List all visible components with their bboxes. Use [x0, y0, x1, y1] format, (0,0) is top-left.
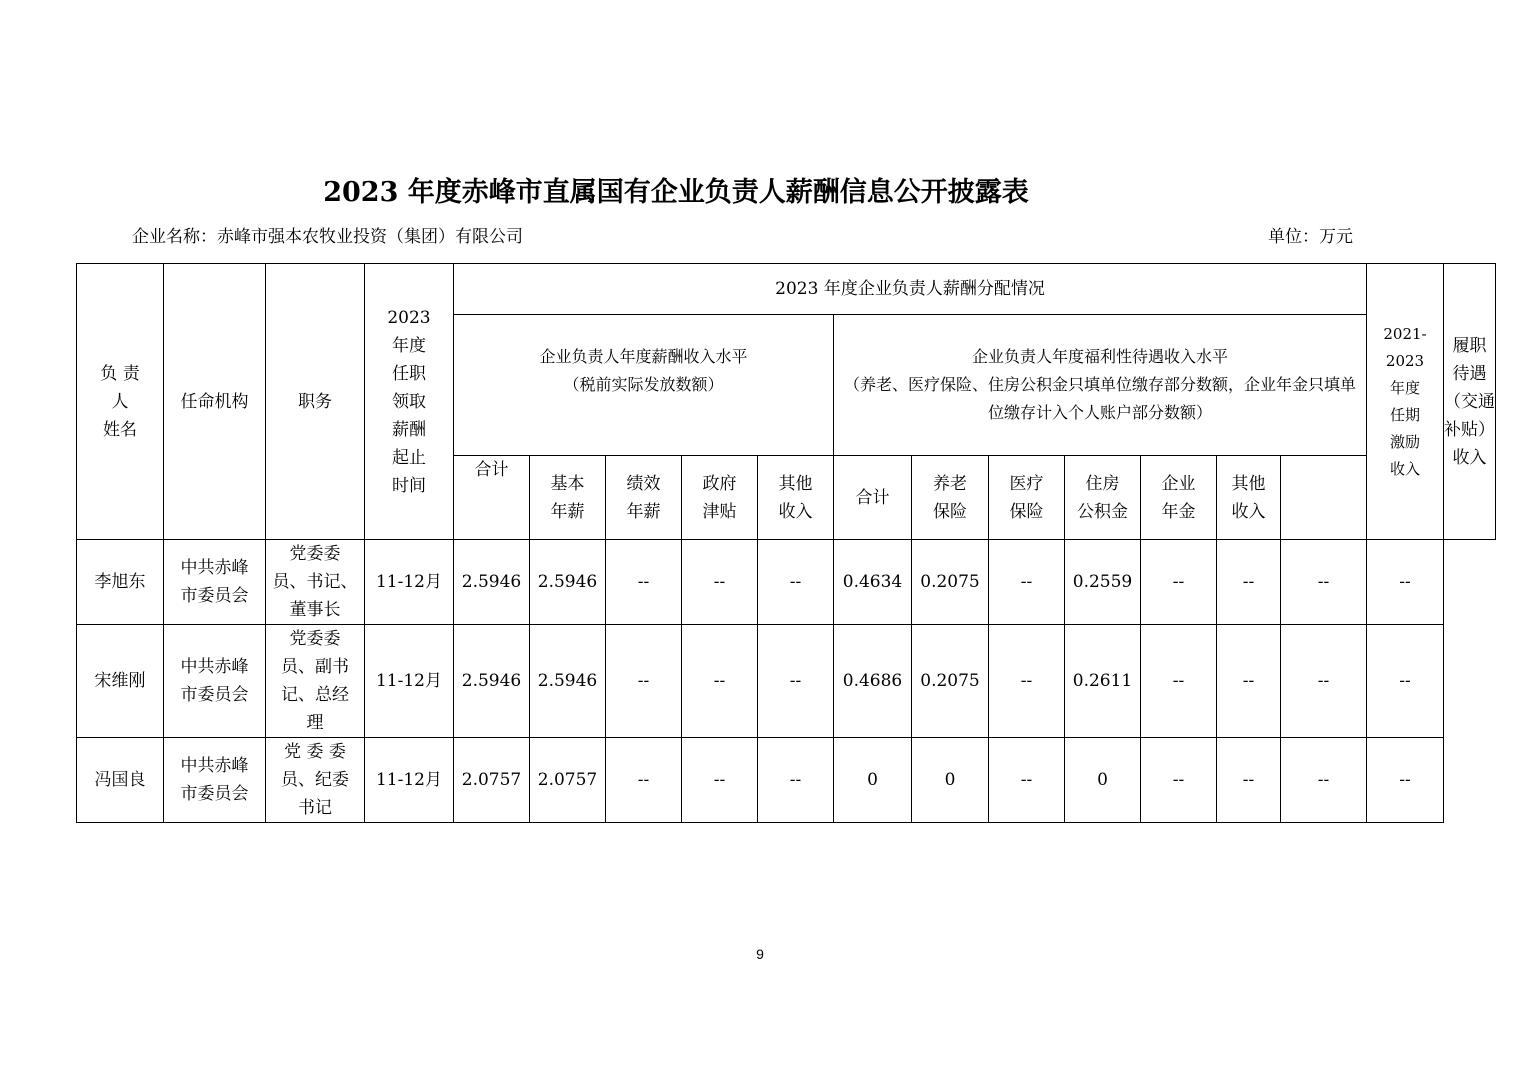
header-salary-distribution: 2023 年度企业负责人薪酬分配情况 — [454, 264, 1367, 315]
salary-disclosure-table — [76, 263, 1496, 823]
cell-medical: -- — [989, 738, 1065, 823]
cell-base-salary: 2.5946 — [530, 540, 606, 625]
cell-housing-fund: 0 — [1065, 738, 1141, 823]
header-org: 任命机构 — [164, 264, 266, 540]
cell-period: 11-12月 — [365, 625, 454, 738]
page-title: 2023 年度赤峰市直属国有企业负责人薪酬信息公开披露表 — [323, 177, 1029, 208]
cell-welfare-total: 0.4634 — [834, 540, 912, 625]
cell-performance-salary: -- — [606, 738, 682, 823]
cell-incentive: -- — [1281, 540, 1367, 625]
cell-name: 冯国良 — [77, 738, 164, 823]
cell-salary-total: 2.5946 — [454, 540, 530, 625]
cell-other-income: -- — [758, 738, 834, 823]
cell-housing-fund: 0.2611 — [1065, 625, 1141, 738]
header-other-welfare: 其他 收入 — [1217, 456, 1281, 540]
cell-performance-salary: -- — [606, 540, 682, 625]
cell-pension: 0 — [912, 738, 989, 823]
cell-incentive: -- — [1281, 738, 1367, 823]
table-row — [77, 738, 1496, 823]
header-period: 2023 年度 任职 领取 薪酬 起止 时间 — [365, 264, 454, 540]
cell-incentive: -- — [1281, 625, 1367, 738]
cell-gov-allowance: -- — [682, 540, 758, 625]
cell-base-salary: 2.0757 — [530, 738, 606, 823]
header-gov-allowance: 政府 津贴 — [682, 456, 758, 540]
cell-org: 中共赤峰 市委员会 — [164, 738, 266, 823]
header-name: 负 责 人 姓名 — [77, 264, 164, 540]
cell-org: 中共赤峰 市委员会 — [164, 540, 266, 625]
cell-annuity: -- — [1141, 738, 1217, 823]
cell-name: 宋维刚 — [77, 625, 164, 738]
cell-other-welfare: -- — [1217, 738, 1281, 823]
header-annuity: 企业 年金 — [1141, 456, 1217, 540]
cell-other-welfare: -- — [1217, 625, 1281, 738]
cell-gov-allowance: -- — [682, 738, 758, 823]
header-incentive: 2021-2023 年度 任期 激励 收入 — [1367, 264, 1444, 540]
cell-allowance: -- — [1367, 738, 1444, 823]
header-salary-total: 合计 — [454, 456, 530, 540]
header-position: 职务 — [266, 264, 365, 540]
header-annual-salary-group: 企业负责人年度薪酬收入水平 （税前实际发放数额） — [454, 315, 834, 456]
header-base-salary: 基本 年薪 — [530, 456, 606, 540]
header-welfare-total: 合计 — [834, 456, 912, 540]
header-welfare-group: 企业负责人年度福利性待遇收入水平 （养老、医疗保险、住房公积金只填单位缴存部分数额，企业年金只填单位缴存计入个人账户部分数额） — [834, 315, 1367, 456]
cell-allowance: -- — [1367, 540, 1444, 625]
cell-other-welfare: -- — [1217, 540, 1281, 625]
cell-org: 中共赤峰 市委员会 — [164, 625, 266, 738]
header-allowance: 履职 待遇 （交通 补贴） 收入 — [1444, 264, 1496, 540]
table-row — [77, 625, 1496, 738]
cell-name: 李旭东 — [77, 540, 164, 625]
header-medical: 医疗 保险 — [989, 456, 1065, 540]
cell-welfare-total: 0.4686 — [834, 625, 912, 738]
cell-position: 党委委 员、副书 记、总经 理 — [266, 625, 365, 738]
cell-salary-total: 2.0757 — [454, 738, 530, 823]
header-housing-fund: 住房 公积金 — [1065, 456, 1141, 540]
cell-base-salary: 2.5946 — [530, 625, 606, 738]
cell-other-income: -- — [758, 540, 834, 625]
cell-other-income: -- — [758, 625, 834, 738]
unit-label: 单位：万元 — [1268, 227, 1353, 247]
header-other-income: 其他 收入 — [758, 456, 834, 540]
cell-position: 党委委 员、书记、 董事长 — [266, 540, 365, 625]
company-name: 企业名称：赤峰市强本农牧业投资（集团）有限公司 — [132, 227, 523, 247]
cell-pension: 0.2075 — [912, 625, 989, 738]
cell-salary-total: 2.5946 — [454, 625, 530, 738]
cell-medical: -- — [989, 540, 1065, 625]
cell-annuity: -- — [1141, 540, 1217, 625]
table-row — [77, 540, 1496, 625]
page-number: 9 — [756, 946, 764, 962]
cell-position: 党 委 委 员、纪委 书记 — [266, 738, 365, 823]
cell-gov-allowance: -- — [682, 625, 758, 738]
header-pension: 养老 保险 — [912, 456, 989, 540]
cell-period: 11-12月 — [365, 738, 454, 823]
cell-pension: 0.2075 — [912, 540, 989, 625]
cell-performance-salary: -- — [606, 625, 682, 738]
cell-allowance: -- — [1367, 625, 1444, 738]
cell-period: 11-12月 — [365, 540, 454, 625]
cell-annuity: -- — [1141, 625, 1217, 738]
cell-housing-fund: 0.2559 — [1065, 540, 1141, 625]
cell-welfare-total: 0 — [834, 738, 912, 823]
cell-medical: -- — [989, 625, 1065, 738]
header-performance-salary: 绩效 年薪 — [606, 456, 682, 540]
